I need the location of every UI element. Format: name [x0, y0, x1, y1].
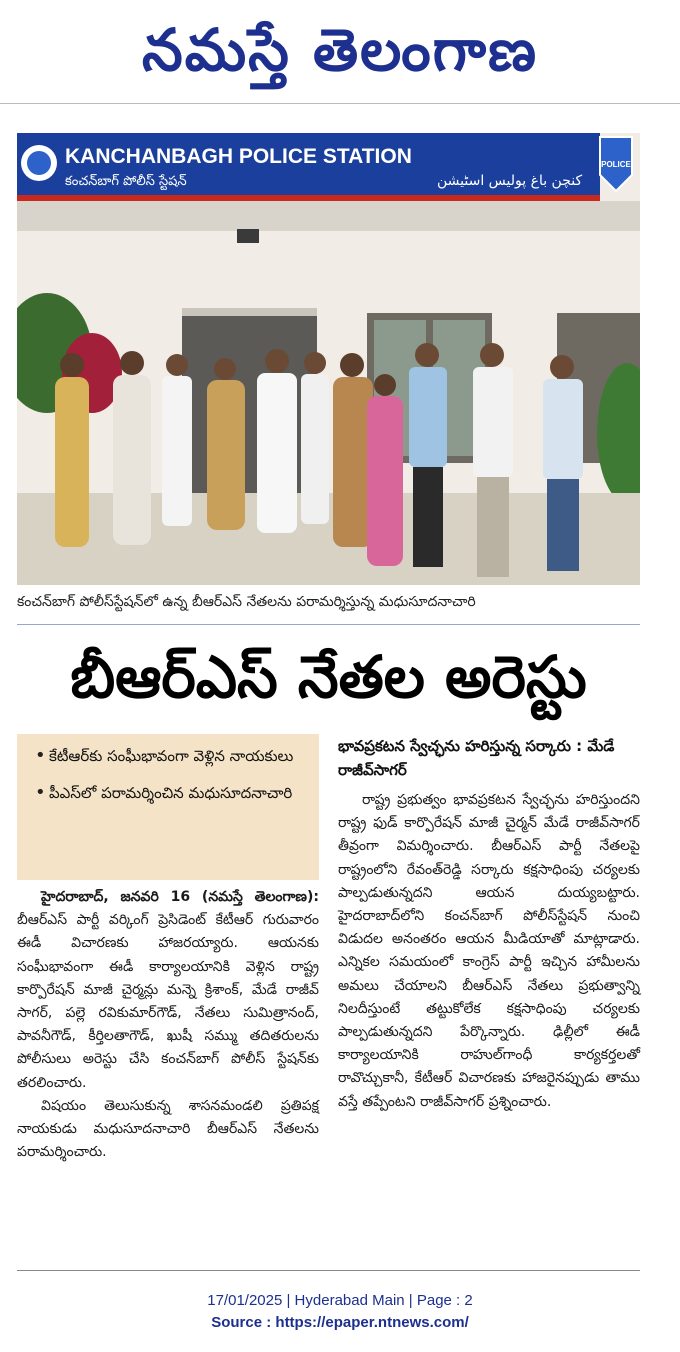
article-paragraph: రాష్ట్ర ప్రభుత్వం భావప్రకటన స్వేచ్ఛను హరిస్తుందని రాష్ట్ర ఫుడ్ కార్పొరేషన్ మాజీ చైర్మన్ మేడే రాజీవ్‌సాగర్ తీవ్రంగా విమర్శించారు. బీఆర్‌ఎస్ పార్టీ నేతలపై రాష్ట్రంలోని రేవంత్‌రెడ్డి సర్కారు కక్షసాధింపు చర్యలకు పాల్పడుతున్నదని ఆయన దుయ్యబట్టారు. హైదరాబాద్‌లోని కంచన్‌బాగ్ పోలీస్‌స్టేషన్ నుంచి విడుదల అనంతరం ఆయన మీడియాతో మాట్లాడారు. ఎన్నికల సమయంలో కాంగ్రెస్ పార్టీ ఇచ్చిన హామీలను అమలు చేయాలని బీఆర్‌ఎస్ నేతలు ప్రభుత్వాన్ని నిలదీస్తుంటే తట్టుకోలేక కక్షసాధింపు చర్యలకు పాల్పడుతున్నదని పేర్కొన్నారు. ఢిల్లీలో ఈడీ కార్యాలయానికి రాహుల్‌గాంధీ కార్యకర్తలతో రావొచ్చుకానీ, కేటీఆర్ విచారణకు హాజరైనప్పుడు తాము వస్తే తప్పేంటని రాజీవ్‌సాగర్ ప్రశ్నించారు. [338, 792, 640, 1110]
sign-urdu: کنچن باغ پولیس اسٹیشن [437, 173, 583, 189]
highlights-box [17, 734, 319, 880]
article-paragraph [17, 886, 319, 1095]
dateline: హైదరాబాద్, జనవరి 16 (నమస్తే తెలంగాణ): [41, 889, 319, 905]
footer-edition-info: 17/01/2025 | Hyderabad Main | Page : 2 [207, 1292, 473, 1309]
highlight-item [35, 742, 307, 771]
footer-source-link[interactable]: Source : https://epaper.ntnews.com/ [211, 1314, 469, 1331]
headline: బీఆర్‌ఎస్ నేతల అరెస్టు [70, 643, 587, 711]
bullet-icon: • [35, 782, 46, 803]
paragraph-text: బీఆర్‌ఎస్ పార్టీ వర్కింగ్ ప్రెసిడెంట్ కేటీఆర్ గురువారం ఈడీ విచారణకు హాజరయ్యారు. ఆయనకు సంఘీభావంగా ఈడీ కార్యాలయానికి వెళ్లిన రాష్ట్ర కార్పొరేషన్ మాజీ చైర్మన్లు మన్నె క్రిశాంక్, మేడే రాజీవ్ సాగర్, పల్లె రవికుమార్‌గౌడ్, నేతలు సుమిత్రానంద్, పావనీగౌడ్, కీర్తిలతాగౌడ్, ఖుషీ సమ్ము తదితరులను పోలీసులు అరెస్టు చేసి కంచన్‌బాగ్ పోలీస్ స్టేషన్‌కు తరలించారు. [17, 912, 319, 1091]
caption-divider [17, 624, 640, 625]
photo-illustration [17, 133, 640, 585]
sign-english: KANCHANBAGH POLICE STATION [65, 145, 412, 168]
highlight-item [35, 779, 307, 808]
wall-lamp-icon [237, 229, 259, 243]
highlight-text: పీఎస్‌లో పరామర్శించిన మధుసూదనాచారి [49, 784, 293, 802]
article-subhead: భావప్రకటన స్వేచ్ఛను హరిస్తున్న సర్కారు : మేడే రాజీవ్‌సాగర్ [338, 737, 615, 779]
news-photo [17, 133, 640, 585]
footer-divider [17, 1270, 640, 1271]
article-column-left [17, 886, 319, 1164]
article-paragraph: విషయం తెలుసుకున్న శాసనమండలి ప్రతిపక్ష నాయకుడు మధుసూదనాచారి బీఆర్‌ఎస్ నేతలను పరామర్శించారు. [17, 1097, 319, 1161]
masthead-title: నమస్తే తెలంగాణ [142, 16, 538, 84]
article-column-right [338, 789, 640, 1114]
sign-stripe [17, 195, 600, 201]
highlight-text: కేటీఆర్‌కు సంఘీభావంగా వెళ్లిన నాయకులు [49, 747, 294, 765]
masthead-divider [0, 103, 680, 104]
masthead [0, 0, 680, 100]
sign-telugu: కంచన్‌బాగ్ పోలీస్ స్టేషన్ [65, 174, 187, 189]
badge-text: POLICE [601, 160, 631, 169]
footer [0, 1290, 680, 1334]
bullet-icon: • [35, 745, 46, 766]
photo-caption: కంచన్‌బాగ్ పోలీస్‌స్టేషన్‌లో ఉన్న బీఆర్‌ఎస్ నేతలను పరామర్శిస్తున్న మధుసూదనాచారి [17, 594, 476, 610]
